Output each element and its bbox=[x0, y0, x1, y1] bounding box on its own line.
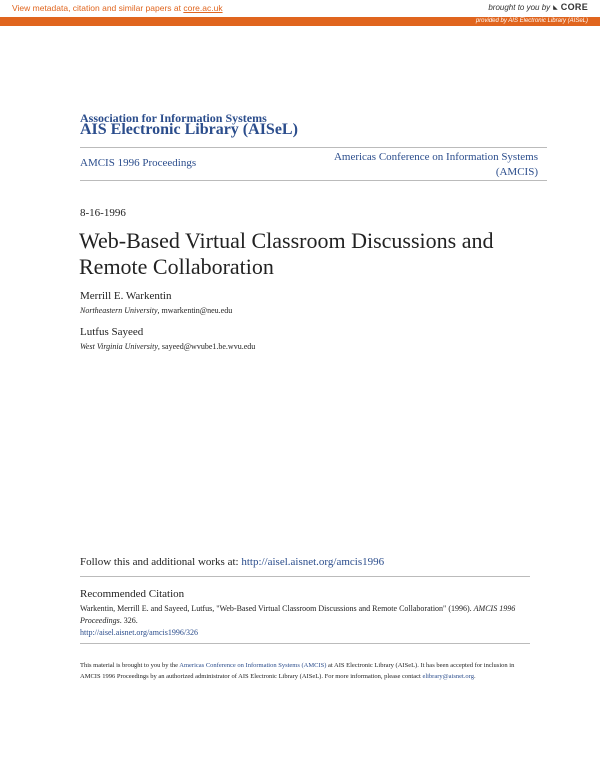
citation-link[interactable]: http://aisel.aisnet.org/amcis1996/326 bbox=[80, 628, 199, 637]
follow-line bbox=[80, 556, 384, 568]
core-logo[interactable]: CORE bbox=[560, 2, 588, 12]
author-affiliation bbox=[80, 306, 232, 315]
footer-text-3: . bbox=[473, 673, 476, 680]
publication-date: 8-16-1996 bbox=[80, 207, 126, 219]
paper-title: Web-Based Virtual Classroom Discussions and Remote Collaboration bbox=[79, 228, 494, 279]
citation-journal: AMCIS 1996 Proceedings bbox=[80, 604, 516, 625]
proceedings-link[interactable]: AMCIS 1996 Proceedings bbox=[80, 157, 197, 169]
citation-pages: . 326. bbox=[119, 616, 138, 625]
library-name[interactable]: AIS Electronic Library (AISeL) bbox=[80, 121, 298, 138]
core-link[interactable]: core.ac.uk bbox=[183, 3, 223, 13]
citation-heading: Recommended Citation bbox=[80, 588, 185, 600]
citation-divider-bottom bbox=[80, 643, 530, 644]
follow-link[interactable]: http://aisel.aisnet.org/amcis1996 bbox=[241, 556, 385, 568]
author-email: , mwarkentin@neu.edu bbox=[157, 306, 233, 315]
brought-by-text: brought to you by bbox=[488, 2, 551, 12]
core-provided-bar bbox=[0, 17, 600, 26]
core-notice-text: View metadata, citation and similar papers at bbox=[12, 3, 184, 13]
author-name: Lutfus Sayeed bbox=[80, 326, 144, 338]
footer-text-1: This material is brought to you by the bbox=[80, 662, 180, 669]
core-metadata-notice bbox=[12, 3, 223, 13]
author-institution: West Virginia University bbox=[80, 342, 158, 351]
conference-name: Americas Conference on Information Systems bbox=[333, 151, 538, 163]
footer-notice bbox=[80, 660, 530, 682]
footer-conference-link[interactable]: Americas Conference on Information Systems (AMCIS) bbox=[179, 662, 327, 669]
follow-text: Follow this and additional works at: bbox=[80, 556, 242, 568]
footer-text-2: at AIS Electronic Library (AISeL). It has been accepted for inclusion in AMCIS 1996 Proceedings by an authorized administrator of AIS Electronic Library (AISeL). For more information, please contact bbox=[80, 662, 515, 680]
conference-link[interactable] bbox=[308, 150, 538, 180]
author-affiliation bbox=[80, 342, 255, 351]
header-divider-bottom bbox=[80, 180, 547, 181]
core-banner bbox=[0, 0, 600, 18]
core-logo-icon: ◣ bbox=[553, 4, 558, 11]
citation-text: Warkentin, Merrill E. and Sayeed, Lutfus, "Web-Based Virtual Classroom Discussions and Remote Collaboration" (1996). bbox=[80, 604, 474, 613]
author-institution: Northeastern University bbox=[80, 306, 158, 315]
footer-email-link[interactable]: elibrary@aisnet.org bbox=[422, 673, 474, 680]
citation-divider-top bbox=[80, 576, 530, 577]
core-brand bbox=[488, 2, 588, 12]
org-name[interactable]: Association for Information Systems bbox=[80, 111, 267, 125]
author-name: Merrill E. Warkentin bbox=[80, 290, 172, 302]
conference-abbr: (AMCIS) bbox=[495, 166, 538, 178]
citation-body bbox=[80, 603, 520, 639]
header-divider-top bbox=[80, 147, 547, 148]
provided-by-text: provided by AIS Electronic Library (AISeL) bbox=[475, 18, 588, 24]
author-email: , sayeed@wvube1.be.wvu.edu bbox=[157, 342, 256, 351]
